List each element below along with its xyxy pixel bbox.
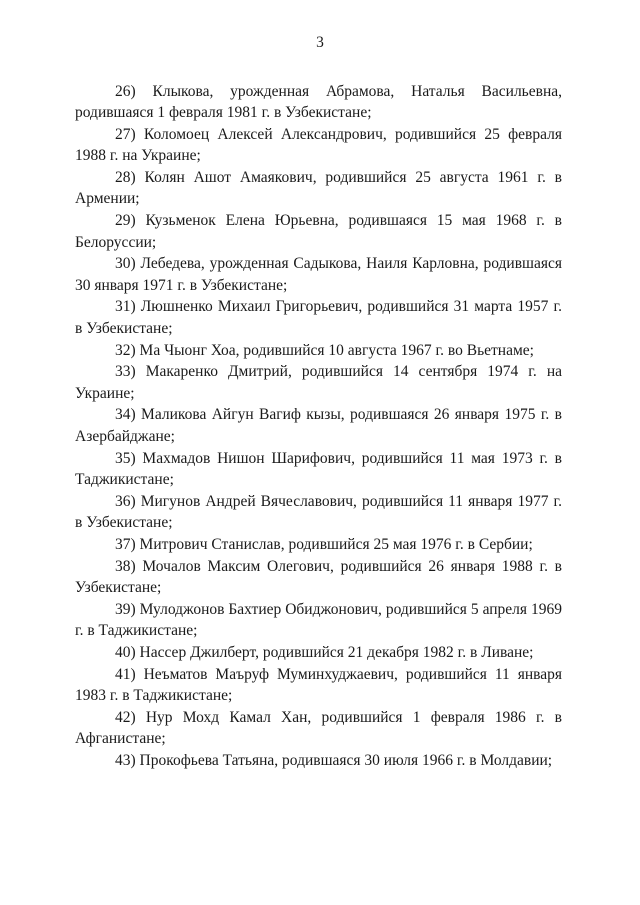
decree-list — [75, 81, 562, 771]
list-item: 34) Маликова Айгун Вагиф кызы, родившаяся 26 января 1975 г. в Азербайджане; — [75, 406, 562, 445]
list-item: 36) Мигунов Андрей Вячеславович, родившийся 11 января 1977 г. в Узбекистане; — [75, 492, 562, 531]
list-item: 29) Кузьменок Елена Юрьевна, родившаяся 15 мая 1968 г. в Белоруссии; — [75, 212, 562, 251]
list-item: 33) Макаренко Дмитрий, родившийся 14 сентября 1974 г. на Украине; — [75, 363, 562, 402]
list-item: 40) Нассер Джилберт, родившийся 21 декабря 1982 г. в Ливане; — [115, 643, 534, 661]
list-item: 32) Ма Чыонг Хоа, родившийся 10 августа 1967 г. во Вьетнаме; — [115, 341, 534, 359]
list-item: 43) Прокофьева Татьяна, родившаяся 30 июля 1966 г. в Молдавии; — [115, 751, 553, 769]
list-item: 28) Колян Ашот Амаякович, родившийся 25 августа 1961 г. в Армении; — [75, 169, 562, 208]
list-item: 31) Люшненко Михаил Григорьевич, родившийся 31 марта 1957 г. в Узбекистане; — [75, 298, 562, 337]
page-number: 3 — [316, 34, 324, 51]
list-item: 26) Клыкова, урожденная Абрамова, Наталья Васильевна, родившаяся 1 февраля 1981 г. в Узбекистане; — [75, 83, 562, 122]
list-item: 30) Лебедева, урожденная Садыкова, Наиля Карловна, родившаяся 30 января 1971 г. в Узбекистане; — [75, 255, 562, 294]
list-item: 37) Митрович Станислав, родившийся 25 мая 1976 г. в Сербии; — [115, 535, 533, 553]
list-item: 39) Мулоджонов Бахтиер Обиджонович, родившийся 5 апреля 1969 г. в Таджикистане; — [75, 600, 562, 639]
list-item: 35) Махмадов Нишон Шарифович, родившийся 11 мая 1973 г. в Таджикистане; — [75, 449, 562, 488]
list-item: 38) Мочалов Максим Олегович, родившийся 26 января 1988 г. в Узбекистане; — [75, 557, 562, 596]
list-item: 42) Нур Мохд Камал Хан, родившийся 1 февраля 1986 г. в Афганистане; — [75, 708, 562, 747]
list-item: 41) Неъматов Маъруф Муминхуджаевич, родившийся 11 января 1983 г. в Таджикистане; — [75, 665, 562, 704]
list-item: 27) Коломоец Алексей Александрович, родившийся 25 февраля 1988 г. на Украине; — [75, 126, 562, 165]
